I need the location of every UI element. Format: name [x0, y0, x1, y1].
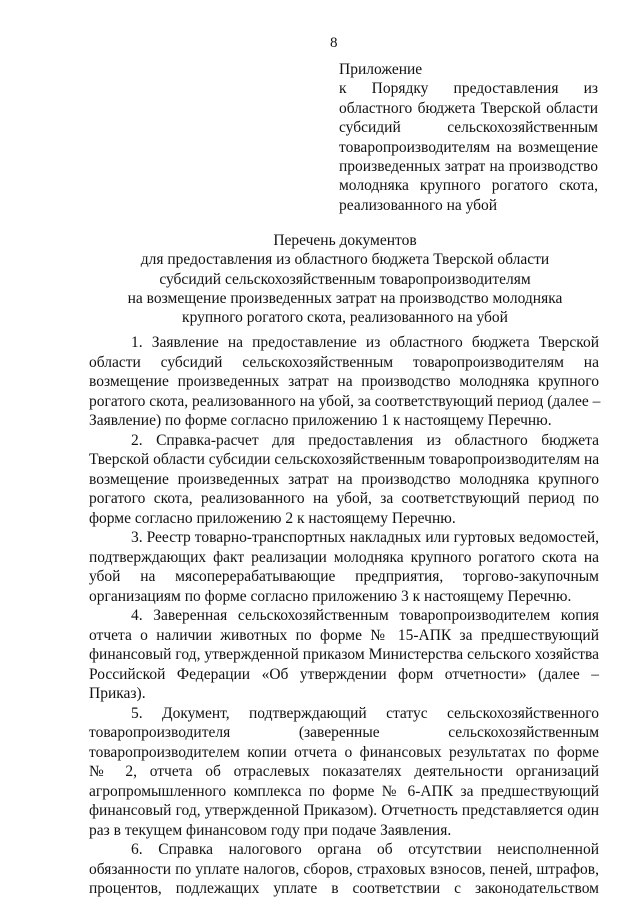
title-line: субсидий сельскохозяйственным товаропроизводителям [159, 270, 531, 288]
body-line: рогатого скота, реализованного на убой, за соответствующий период (далее – [89, 392, 601, 410]
body-line: рогатого скота, реализованного на убой, за соответствующий период по [89, 490, 599, 507]
appendix-line: к Порядку предоставления из [339, 80, 598, 98]
body-line: возмещение произведенных затрат на производство молодняка крупного [89, 373, 599, 390]
body-line: Заявление) по форме согласно приложению 1 к настоящему Перечню. [89, 412, 552, 429]
body-line: возмещение произведенных затрат на производство молодняка крупного [89, 470, 599, 488]
title-line: на возмещение произведенных затрат на производство молодняка [127, 289, 563, 307]
page-number: 8 [330, 35, 338, 51]
body-line: Приказ). [89, 685, 146, 702]
body-line: товаропроизводителем копии отчета о финансовых результатах по форме [89, 743, 599, 761]
body-line: убой на мясоперерабатывающие предприятия, торгово-закупочным [89, 568, 599, 585]
body-line: Российской Федерации «Об утверждении форм отчетности» (далее – [89, 665, 599, 683]
body-line: форме согласно приложению 2 к настоящему Перечню. [89, 509, 456, 527]
appendix-line: Приложение [339, 61, 423, 78]
body-line: отчета о наличии животных по форме № 15-АПК за предшествующий [89, 626, 599, 644]
body-line: финансовый год, утвержденной приказом Министерства сельского хозяйства [89, 646, 599, 663]
body-line: № 2, отчета об отраслевых показателях деятельности организаций [89, 763, 599, 780]
body-line: 6. Справка налогового органа об отсутствии неисполненной [131, 841, 599, 858]
appendix-line: произведенных затрат на производство [339, 158, 598, 176]
body-line: области субсидий сельскохозяйственным товаропроизводителям на [89, 353, 599, 371]
body-line: 3. Реестр товарно-транспортных накладных или гуртовых ведомостей, [131, 529, 599, 546]
body-line: организациям по форме согласно приложению 3 к настоящему Перечню. [89, 587, 572, 605]
document-body [89, 333, 599, 899]
title-line: крупного рогатого скота, реализованного на убой [182, 309, 508, 327]
title-line: для предоставления из областного бюджета Тверской области [140, 251, 550, 269]
body-line: 1. Заявление на предоставление из областного бюджета Тверской [131, 334, 599, 351]
body-line: раз в текущем финансовом году при подаче Заявления. [89, 821, 452, 839]
appendix-line: областного бюджета Тверской области [339, 99, 598, 117]
body-line: процентов, подлежащих уплате в соответствии с законодательством [89, 880, 599, 897]
body-line: Тверской области субсидии сельскохозяйственным товаропроизводителям на [89, 451, 600, 468]
body-line: финансовый год, утвержденной Приказом). Отчетность представляется один [89, 802, 599, 819]
body-line: обязанности по уплате налогов, сборов, страховых взносов, пеней, штрафов, [89, 860, 599, 878]
appendix-note [339, 60, 598, 215]
appendix-line: товаропроизводителям на возмещение [339, 138, 598, 156]
body-line: 5. Документ, подтверждающий статус сельскохозяйственного [131, 704, 599, 722]
body-line: товаропроизводителя (заверенные сельскохозяйственным [89, 724, 599, 741]
body-line: 2. Справка-расчет для предоставления из областного бюджета [131, 431, 599, 449]
appendix-line: молодняка крупного рогатого скота, [339, 177, 598, 195]
title-line: Перечень документов [273, 232, 417, 249]
appendix-line: реализованного на убой [339, 196, 498, 214]
body-line: подтверждающих факт реализации молодняка крупного рогатого скота на [89, 548, 599, 566]
appendix-line: субсидий сельскохозяйственным [339, 119, 598, 137]
body-line: агропромышленного комплекса по форме № 6-АПК за предшествующий [89, 782, 599, 800]
body-line: 4. Заверенная сельскохозяйственным товаропроизводителем копия [131, 607, 599, 624]
document-title [60, 231, 630, 327]
